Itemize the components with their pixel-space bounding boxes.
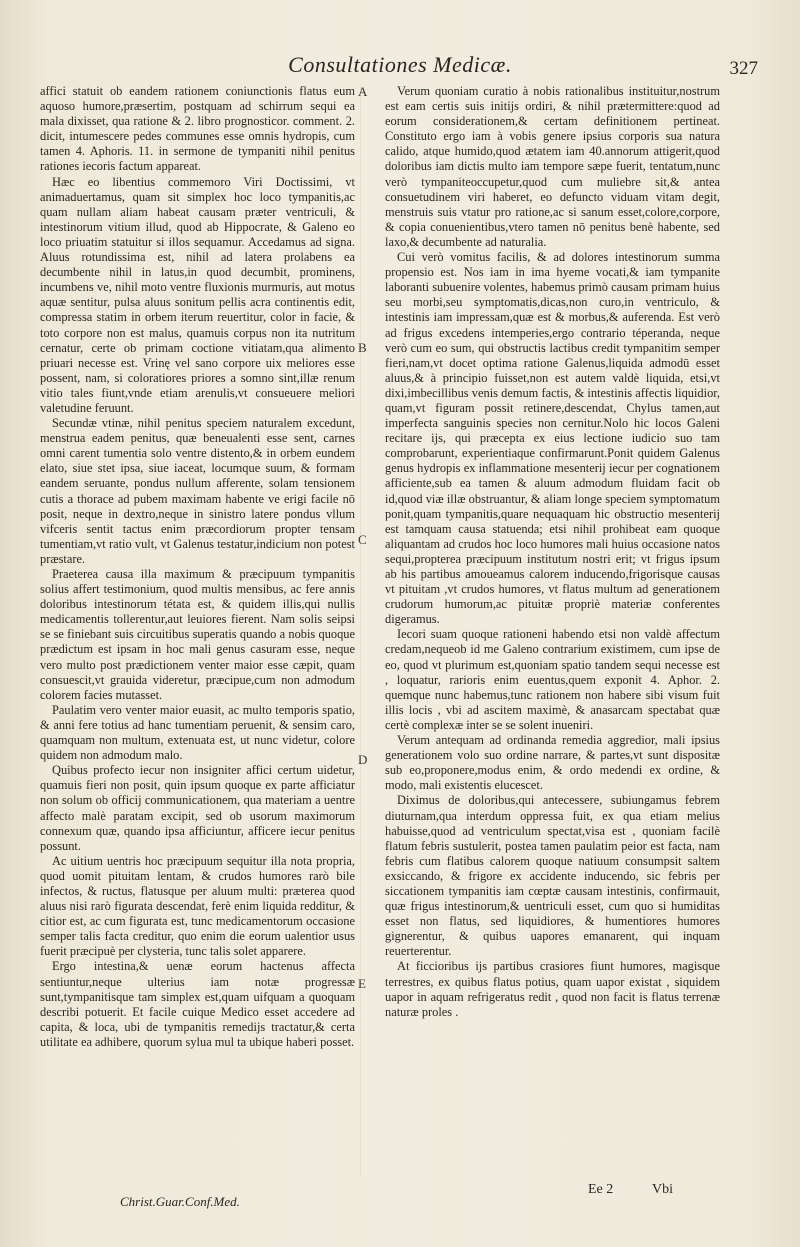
paragraph: Ac uitium uentris hoc præcipuum sequitur illa nota propria, quod uomit pituitam lentam, & crudos humores rarò bile infectos, & ructus, flatusque per aluum multi: præterea quod aluus nisi rarò figurata descendat, ferè enim liquida redditur, & citior est, ac cum figurata est, tunc medicamentorum occasione semper talis facta creditur, quo enim die eorum ualentior usus fuerit præcipuè per clysteria, tunc talis solet apparere.	[40, 853, 355, 959]
paragraph: Verum quoniam curatio à nobis rationalibus instituitur,nostrum est eam certis suis initijs ordiri, & nihil prætermittere:quod ad eorum considerationem,& certam definitionem pertineat. Constituto ergo iam à vobis genere ipsius corporis sua natura calido, atque humido,quod ætatem iam 40.annorum attigerit,quod doloribus iam dictis multo iam tempore sæpe fuerit, tentatum,nunc verò tympaniteoccupetur,quod cum muliebre sit,& antea consuetudinem viri haberet, eo defuncto viduam vitam degit, menstruis suis vtatur pro ratione,ac si sanum esset,colore,corpore, & copia conuenientibus,vtero tamen nō penitus benè habente, sed laxo,& decumbente ad naturalia.	[385, 84, 720, 249]
paragraph: Cui verò vomitus facilis, & ad dolores intestinorum summa propensio est. Nos iam in ima hyeme vocati,& iam tympanite laboranti subuenire volentes, habemus primò causam primam huius seu morbi,seu symptomatis,dicas,non curo,in ventriculo, & intestinis iam impressam,quæ est & morbus,& auferenda. Est verò ad frigus excedens intemperies,ergo contrario téperanda, neque verò cum eo sum, qui obstructis lactibus credit tympanitim semper fieri,nam,vt docet optima ratione Galenus,liquida admodū esset aluus,& à principio fuisset,non est autem valdè liquida, etsi,vt dixi,imbecillibus venis demum factis, & intestinis affectis liquidior, quam,vt figuram possit retinere,descendat, Chylus tamen,aut imperfecta sanguinis species non cernitur.Nolo hic locos Galeni recitare ijs, qui præcepta ex eius lectione iudicio suo tam comprobarunt, experientiaque confirmarunt.Ponit quidem Galenus genus hydropis ex inflammatione mesenterij iecur per cognationem afficiente,sub ea tamen & aluum admodum fluidam facit ob id,quod viæ illæ obstruantur, & aliam longe speciem symptomatum ponit,quam tympanitis,quare nequaquam hic obstructio mesenterij est tamquam causa statuenda; etsi nihil prohibeat eam quoque aliquantam ad crudos hoc loco humores mali huius occasione natos sequi,propterea præcipuum institutum nostri erit; vt frigus ipsum ab his partibus amoueamus calorem inducendo,frigorisque causas vt pituitam ,vt crudos humores, vt flatus multum ad generationem crudorum humorum,ac pituitæ propriè materiæ conferentes digeramus.	[385, 250, 720, 627]
signature-line: Christ.Guar.Conf.Med.	[120, 1194, 240, 1209]
right-column	[385, 84, 720, 1020]
margin-letter-d: D	[358, 752, 368, 767]
running-title: Consultationes Medicæ.	[288, 52, 512, 77]
margin-letter-b: B	[358, 340, 367, 355]
paragraph: Praeterea causa illa maximum & præcipuum tympanitis solius affert testimonium, quod multis mensibus, ac fere annis doloribus intestinorum tétata est, & quidem illis,qui nullis medicamentis tollerentur,aut leuiores fierent. Nam solis seipsi se se finiebant suis circuitibus superatis quando a nobis quoque prædictum est ipsam in hoc mali genus casuram esse, neque vero multo post prædictionem venter maior esse cæpit, quam consuescit,vt grauida videretur, præcipue,cum non admodum colorem facies mutasset.	[40, 567, 355, 702]
signature-mark: Ee 2	[588, 1182, 614, 1197]
paragraph: affici statuit ob eandem rationem coniunctionis flatus eum aquoso humore,præsertim, postquam ad schirrum sequi ea mala dixisset, qua ratione & 2. libro prognosticor. comment. 2. dicit, intumescere pedes communes esse omnis hydropis, cum tamen 4. Aphoris. 11. in sermone de tympaniti nihil penitus rationes iecoris factum appareat.	[40, 84, 355, 174]
paragraph: Secundæ vtinæ, nihil penitus speciem naturalem excedunt, menstrua eadem penitus, quæ beneualenti esse sent, carnes omni carent tumentia solo ventre distento,& in orbem eundem elato, siue stet ipsa, siue iaceat, locumque suum, & formam eandem seruante, pondus nullum afferente, solam tensionem cutis a thorace ad pubem maximam habente ve erigi facile nō posit, neque in dextro,neque in sinistro latere pondus vllum vifceris sentit tactus enim præcordiorum propter tensam tumentiam,vt ratio vult, vt Galenus testatur,indicium non potest præstare.	[40, 416, 355, 566]
margin-letter-e: E	[358, 976, 366, 991]
paragraph: Iecori suam quoque rationeni habendo etsi non valdè affectum credam,nequeob id me Galeno contrarium existimem, cum ipse de eo, quod vt plurimum est,quoniam spatio tandem sequi necesse est , loquatur, rarioris enim euentus,quem exponit 4. Aphor. 2. quemque nunc habemus,tunc rationem non habere sibi visum fuit illis locis , vbi ad ascitem maximè, & anasarcam spectabat quæ certè complexæ inter se se solent inueniri.	[385, 627, 720, 732]
margin-letter-a: A	[358, 84, 368, 99]
paragraph: Paulatim vero venter maior euasit, ac multo temporis spatio, & anni fere totius ad hanc tumentiam peruenit, & sensim caro, quamquam non multum, extenuata est, ut nunc videtur, colore quidem non admodum malo.	[40, 702, 355, 763]
left-column	[40, 84, 355, 1050]
page-number: 327	[729, 58, 758, 79]
paragraph: At ficcioribus ijs partibus crasiores fiunt humores, magisque terrestres, ex quibus flatus potius, quam uapor existat , siquidem uapor in aquam refrigeratus redit , quod non facit is flatus terrenæ naturæ proles .	[385, 959, 720, 1019]
paragraph: Verum antequam ad ordinanda remedia aggredior, mali ipsius generationem volo suo ordine narrare, & partes,vt sunt dispositæ sub eo,proponere,modus enim, & ordo medendi ex ordine, & modo, mali existentis elucescet.	[385, 733, 720, 793]
column-gutter	[360, 86, 361, 1176]
page-footer	[0, 1178, 800, 1218]
page-header	[0, 52, 800, 84]
paragraph: Diximus de doloribus,qui antecessere, subiungamus febrem diuturnam,qua interdum oppressa fuit, ex qua etiam melius habuisse,quod ad ventriculum spectat,visa est , quoniam facilè flatum febris sustulerit, postea tamen paulatim peior est facta, nam febris cum flatibus calorem quoque natiuum consumpsit saltem exsiccando, & frigore ex accidente inducendo, sic febris per siccationem tympanitis iam cœptæ causam intestinis, confirmauit, quæ frigus intestinorum,& uentriculi esset, cum quo si humiditas esset non flatus, sed liquidiores, & humentiores humores gignerentur, & quibus uapores emanarent, qui inquam reuerterentur.	[385, 793, 720, 959]
paragraph: Ergo intestina,& uenæ eorum hactenus affecta sentiuntur,neque ulterius iam notæ progressæ sunt,tympanitisque tam simplex est,quam uifquam a quoquam describi potuerit. Et facile cuique Medico esset accedere ad capita, & loca, ubi de tympanitis remedijs tractatur,& certa utilitate ea adhibere, quorum sylua mul ta ubique haberi posset.	[40, 959, 355, 1049]
paragraph: Hæc eo libentius commemoro Viri Doctissimi, vt animaduertamus, quam sit simplex hoc loco tympanitis,ac quam nullam aliam habeat causam præter ventriculi, & intestinorum vitium illud, quod ab Hippocrate, & Galeno eo loco priuatim statuitur si illos sequamur. Accedamus ad signa. Aluus rotundissima est, nihil ad latera prolabens ea decumbente nihil in latus,in quod decumbit, prominens, incumbens ve, nihil moto ventre fluxionis murmuris, aut motus aquæ sentitur, pulsa aluus sonitum pellis acra continentis edit, compressa statim in orbem iterum reuertitur, color in facie, & toto corpore non est malus, quamuis corpus non ita nutritum cernatur, certe ob primam coctione vitiatam,qua alimento priuari necesse est. Vrinę vel sano corpore uix meliores esse possent, nam, si coloratiores priores a somno sint,illæ renum vitio tales fiunt,vnde etiam arenulis,vt consueuere meliori valetudine feruunt.	[40, 174, 355, 415]
catchword: Vbi	[652, 1182, 673, 1197]
paragraph: Quibus profecto iecur non insigniter affici certum uidetur, quamuis fieri non posit, quin ipsum quoque ex parte afficiatur non solum ob officij communicationem, qua materiam a uentre affecto malè paratam excipit, sed ob usorum maximorum connexum quæ, quando ipsa afficiuntur, afficere iecur penitus possunt.	[40, 763, 355, 853]
margin-letter-c: C	[358, 532, 367, 547]
